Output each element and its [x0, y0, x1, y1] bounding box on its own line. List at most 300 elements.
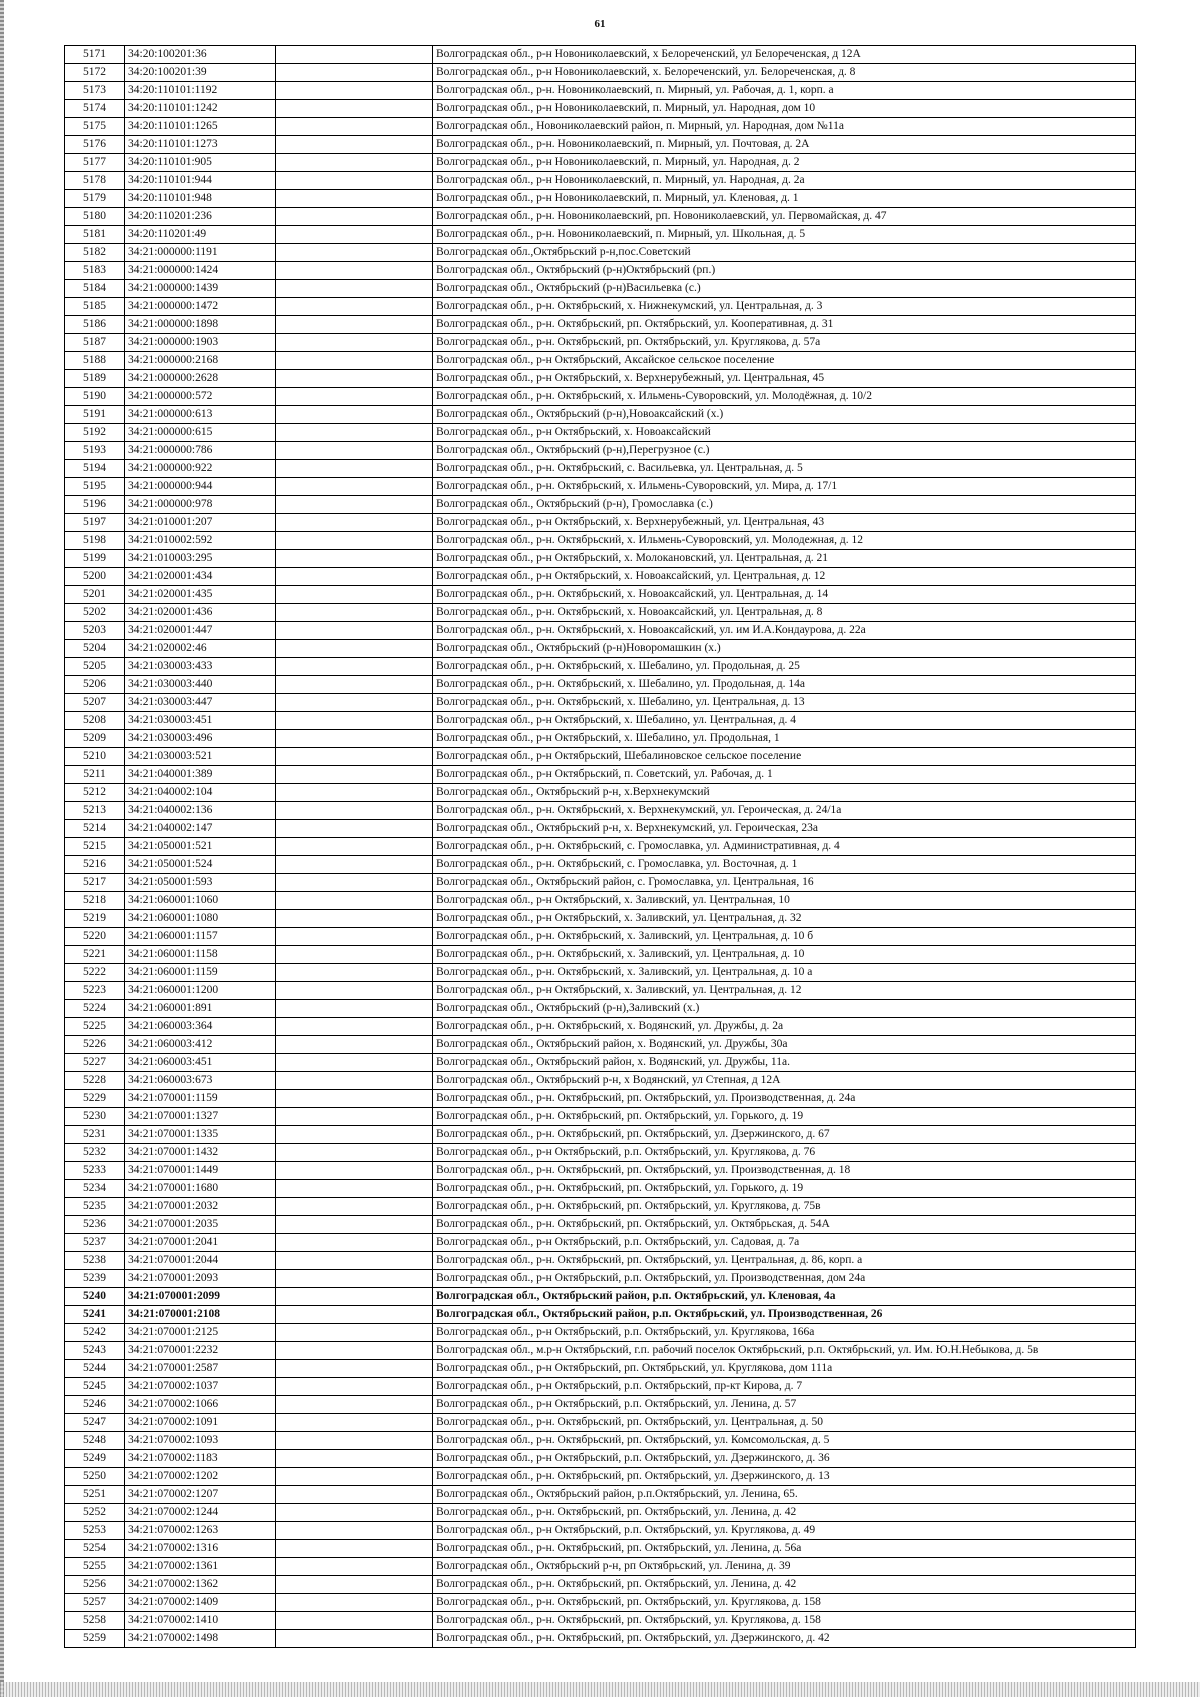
address-cell: Волгоградская обл., р-н. Октябрьский, х. Новоаксайский, ул. им И.А.Кондаурова, д. 22а	[433, 622, 1136, 640]
table-row	[65, 910, 1136, 928]
table-row	[65, 1108, 1136, 1126]
table-row	[65, 172, 1136, 190]
cadastral-number-cell: 34:21:000000:1191	[125, 244, 276, 262]
address-cell: Волгоградская обл., р-н. Октябрьский, х. Шебалино, ул. Продольная, д. 14а	[433, 676, 1136, 694]
cadastral-number-cell: 34:21:070001:1327	[125, 1108, 276, 1126]
address-cell: Волгоградская обл., р-н. Октябрьский, х. Новоаксайский, ул. Центральная, д. 8	[433, 604, 1136, 622]
cadastral-number-cell: 34:20:110101:944	[125, 172, 276, 190]
table-row	[65, 802, 1136, 820]
address-cell: Волгоградская обл., р-н Октябрьский, Шебалиновское сельское поселение	[433, 748, 1136, 766]
table-row	[65, 100, 1136, 118]
table-row	[65, 1342, 1136, 1360]
registry-body	[65, 46, 1136, 1648]
row-number-cell: 5227	[65, 1054, 125, 1072]
address-cell: Волгоградская обл., Октябрьский район, с. Громославка, ул. Центральная, 16	[433, 874, 1136, 892]
cadastral-number-cell: 34:21:050001:521	[125, 838, 276, 856]
table-row	[65, 892, 1136, 910]
address-cell: Волгоградская обл., р-н Октябрьский, р.п. Октябрьский, ул. Круглякова, 166а	[433, 1324, 1136, 1342]
address-cell: Волгоградская обл., р-н. Октябрьский, рп. Октябрьский, ул. Октябрьская, д. 54А	[433, 1216, 1136, 1234]
table-row	[65, 1324, 1136, 1342]
empty-cell	[276, 982, 433, 1000]
address-cell: Волгоградская обл., р-н Октябрьский, х. Заливский, ул. Центральная, д. 12	[433, 982, 1136, 1000]
table-row	[65, 154, 1136, 172]
empty-cell	[276, 1162, 433, 1180]
empty-cell	[276, 244, 433, 262]
table-row	[65, 1054, 1136, 1072]
cadastral-number-cell: 34:21:020001:436	[125, 604, 276, 622]
row-number-cell: 5248	[65, 1432, 125, 1450]
address-cell: Волгоградская обл., Новониколаевский район, п. Мирный, ул. Народная, дом №11а	[433, 118, 1136, 136]
row-number-cell: 5186	[65, 316, 125, 334]
empty-cell	[276, 352, 433, 370]
table-row	[65, 460, 1136, 478]
empty-cell	[276, 1486, 433, 1504]
empty-cell	[276, 496, 433, 514]
cadastral-number-cell: 34:21:060003:451	[125, 1054, 276, 1072]
empty-cell	[276, 1576, 433, 1594]
row-number-cell: 5185	[65, 298, 125, 316]
cadastral-number-cell: 34:21:050001:524	[125, 856, 276, 874]
cadastral-number-cell: 34:20:110101:1265	[125, 118, 276, 136]
empty-cell	[276, 694, 433, 712]
empty-cell	[276, 1054, 433, 1072]
address-cell: Волгоградская обл., Октябрьский (р-н),Новоаксайский (х.)	[433, 406, 1136, 424]
address-cell: Волгоградская обл., р-н Октябрьский, х. Новоаксайский	[433, 424, 1136, 442]
row-number-cell: 5213	[65, 802, 125, 820]
empty-cell	[276, 676, 433, 694]
address-cell: Волгоградская обл., Октябрьский (р-н), Громославка (с.)	[433, 496, 1136, 514]
row-number-cell: 5222	[65, 964, 125, 982]
address-cell: Волгоградская обл., р-н. Октябрьский, с. Громославка, ул. Административная, д. 4	[433, 838, 1136, 856]
registry-table	[64, 45, 1136, 1648]
address-cell: Волгоградская обл., р-н. Октябрьский, рп. Октябрьский, ул. Дзержинского, д. 67	[433, 1126, 1136, 1144]
empty-cell	[276, 1000, 433, 1018]
empty-cell	[276, 1072, 433, 1090]
empty-cell	[276, 1090, 433, 1108]
table-row	[65, 1504, 1136, 1522]
row-number-cell: 5202	[65, 604, 125, 622]
cadastral-number-cell: 34:21:060001:1200	[125, 982, 276, 1000]
address-cell: Волгоградская обл., р-н. Октябрьский, рп. Октябрьский, ул. Производственная, д. 18	[433, 1162, 1136, 1180]
row-number-cell: 5180	[65, 208, 125, 226]
address-cell: Волгоградская обл., Октябрьский район, х. Водянский, ул. Дружбы, 30а	[433, 1036, 1136, 1054]
table-row	[65, 1162, 1136, 1180]
row-number-cell: 5194	[65, 460, 125, 478]
address-cell: Волгоградская обл., р-н. Октябрьский, х. Верхнекумский, ул. Героическая, д. 24/1а	[433, 802, 1136, 820]
table-row	[65, 478, 1136, 496]
row-number-cell: 5228	[65, 1072, 125, 1090]
page-number: 61	[594, 18, 606, 30]
empty-cell	[276, 1270, 433, 1288]
empty-cell	[276, 1288, 433, 1306]
cadastral-number-cell: 34:20:110101:1242	[125, 100, 276, 118]
table-row	[65, 676, 1136, 694]
cadastral-number-cell: 34:21:030003:433	[125, 658, 276, 676]
row-number-cell: 5243	[65, 1342, 125, 1360]
cadastral-number-cell: 34:21:000000:2168	[125, 352, 276, 370]
cadastral-number-cell: 34:20:110201:49	[125, 226, 276, 244]
address-cell: Волгоградская обл., р-н Новониколаевский, х. Белореченский, ул. Белореченская, д. 8	[433, 64, 1136, 82]
empty-cell	[276, 1414, 433, 1432]
cadastral-number-cell: 34:21:040001:389	[125, 766, 276, 784]
cadastral-number-cell: 34:20:110101:1273	[125, 136, 276, 154]
row-number-cell: 5198	[65, 532, 125, 550]
cadastral-number-cell: 34:21:000000:1472	[125, 298, 276, 316]
row-number-cell: 5229	[65, 1090, 125, 1108]
cadastral-number-cell: 34:21:060003:364	[125, 1018, 276, 1036]
table-row	[65, 1468, 1136, 1486]
row-number-cell: 5205	[65, 658, 125, 676]
empty-cell	[276, 172, 433, 190]
cadastral-number-cell: 34:21:020001:447	[125, 622, 276, 640]
table-row	[65, 730, 1136, 748]
row-number-cell: 5223	[65, 982, 125, 1000]
empty-cell	[276, 1144, 433, 1162]
empty-cell	[276, 1360, 433, 1378]
cadastral-number-cell: 34:21:070001:2093	[125, 1270, 276, 1288]
empty-cell	[276, 784, 433, 802]
address-cell: Волгоградская обл., Октябрьский (р-н)Октябрьский (рп.)	[433, 262, 1136, 280]
table-row	[65, 1378, 1136, 1396]
table-row	[65, 1000, 1136, 1018]
empty-cell	[276, 280, 433, 298]
empty-cell	[276, 1540, 433, 1558]
row-number-cell: 5207	[65, 694, 125, 712]
empty-cell	[276, 118, 433, 136]
row-number-cell: 5233	[65, 1162, 125, 1180]
address-cell: Волгоградская обл.,Октябрьский р-н,пос.Советский	[433, 244, 1136, 262]
empty-cell	[276, 1036, 433, 1054]
empty-cell	[276, 190, 433, 208]
table-row	[65, 604, 1136, 622]
empty-cell	[276, 1522, 433, 1540]
address-cell: Волгоградская обл., р-н. Октябрьский, х. Ильмень-Суворовский, ул. Молодежная, д. 12	[433, 532, 1136, 550]
empty-cell	[276, 550, 433, 568]
table-row	[65, 766, 1136, 784]
row-number-cell: 5240	[65, 1288, 125, 1306]
address-cell: Волгоградская обл., р-н Октябрьский, х. Верхнерубежный, ул. Центральная, 45	[433, 370, 1136, 388]
row-number-cell: 5252	[65, 1504, 125, 1522]
cadastral-number-cell: 34:21:020001:434	[125, 568, 276, 586]
cadastral-number-cell: 34:21:040002:104	[125, 784, 276, 802]
address-cell: Волгоградская обл., р-н. Октябрьский, рп. Октябрьский, ул. Круглякова, д. 57а	[433, 334, 1136, 352]
row-number-cell: 5226	[65, 1036, 125, 1054]
row-number-cell: 5192	[65, 424, 125, 442]
row-number-cell: 5187	[65, 334, 125, 352]
address-cell: Волгоградская обл., р-н Октябрьский, р.п. Октябрьский, ул. Дзержинского, д. 36	[433, 1450, 1136, 1468]
row-number-cell: 5195	[65, 478, 125, 496]
empty-cell	[276, 1126, 433, 1144]
row-number-cell: 5181	[65, 226, 125, 244]
row-number-cell: 5184	[65, 280, 125, 298]
cadastral-number-cell: 34:21:070001:2587	[125, 1360, 276, 1378]
cadastral-number-cell: 34:21:070002:1263	[125, 1522, 276, 1540]
empty-cell	[276, 460, 433, 478]
address-cell: Волгоградская обл., р-н Новониколаевский, п. Мирный, ул. Народная, д. 2а	[433, 172, 1136, 190]
row-number-cell: 5241	[65, 1306, 125, 1324]
empty-cell	[276, 1108, 433, 1126]
address-cell: Волгоградская обл., Октябрьский р-н, рп Октябрьский, ул. Ленина, д. 39	[433, 1558, 1136, 1576]
address-cell: Волгоградская обл., р-н Октябрьский, р.п. Октябрьский, ул. Ленина, д. 57	[433, 1396, 1136, 1414]
cadastral-number-cell: 34:21:000000:615	[125, 424, 276, 442]
row-number-cell: 5175	[65, 118, 125, 136]
table-row	[65, 658, 1136, 676]
address-cell: Волгоградская обл., р-н Октябрьский, х. Заливский, ул. Центральная, д. 32	[433, 910, 1136, 928]
table-row	[65, 118, 1136, 136]
table-row	[65, 1414, 1136, 1432]
empty-cell	[276, 820, 433, 838]
row-number-cell: 5188	[65, 352, 125, 370]
table-row	[65, 280, 1136, 298]
table-row	[65, 694, 1136, 712]
row-number-cell: 5211	[65, 766, 125, 784]
address-cell: Волгоградская обл., р-н Октябрьский, р.п. Октябрьский, пр-кт Кирова, д. 7	[433, 1378, 1136, 1396]
row-number-cell: 5258	[65, 1612, 125, 1630]
table-row	[65, 64, 1136, 82]
row-number-cell: 5216	[65, 856, 125, 874]
row-number-cell: 5212	[65, 784, 125, 802]
table-row	[65, 406, 1136, 424]
empty-cell	[276, 1216, 433, 1234]
cadastral-number-cell: 34:21:070001:2035	[125, 1216, 276, 1234]
cadastral-number-cell: 34:21:040002:136	[125, 802, 276, 820]
cadastral-number-cell: 34:20:100201:39	[125, 64, 276, 82]
row-number-cell: 5199	[65, 550, 125, 568]
row-number-cell: 5203	[65, 622, 125, 640]
table-row	[65, 1360, 1136, 1378]
cadastral-number-cell: 34:21:070001:2032	[125, 1198, 276, 1216]
address-cell: Волгоградская обл., Октябрьский (р-н),Заливский (х.)	[433, 1000, 1136, 1018]
address-cell: Волгоградская обл., р-н. Октябрьский, рп. Октябрьский, ул. Круглякова, д. 75в	[433, 1198, 1136, 1216]
empty-cell	[276, 874, 433, 892]
empty-cell	[276, 442, 433, 460]
table-row	[65, 1288, 1136, 1306]
row-number-cell: 5242	[65, 1324, 125, 1342]
row-number-cell: 5232	[65, 1144, 125, 1162]
table-row	[65, 1090, 1136, 1108]
row-number-cell: 5204	[65, 640, 125, 658]
row-number-cell: 5237	[65, 1234, 125, 1252]
row-number-cell: 5218	[65, 892, 125, 910]
empty-cell	[276, 1396, 433, 1414]
address-cell: Волгоградская обл., р-н. Октябрьский, х. Нижнекумский, ул. Центральная, д. 3	[433, 298, 1136, 316]
cadastral-number-cell: 34:21:070001:1449	[125, 1162, 276, 1180]
row-number-cell: 5200	[65, 568, 125, 586]
empty-cell	[276, 154, 433, 172]
empty-cell	[276, 856, 433, 874]
row-number-cell: 5172	[65, 64, 125, 82]
address-cell: Волгоградская обл., р-н. Новониколаевский, п. Мирный, ул. Школьная, д. 5	[433, 226, 1136, 244]
cadastral-number-cell: 34:20:110201:236	[125, 208, 276, 226]
address-cell: Волгоградская обл., р-н Новониколаевский, п. Мирный, ул. Народная, дом 10	[433, 100, 1136, 118]
cadastral-number-cell: 34:21:060001:1157	[125, 928, 276, 946]
row-number-cell: 5201	[65, 586, 125, 604]
row-number-cell: 5171	[65, 46, 125, 64]
table-row	[65, 568, 1136, 586]
table-row	[65, 82, 1136, 100]
table-row	[65, 1180, 1136, 1198]
address-cell: Волгоградская обл., Октябрьский р-н, х.Верхнекумский	[433, 784, 1136, 802]
address-cell: Волгоградская обл., р-н Октябрьский, рп. Октябрьский, ул. Круглякова, дом 111а	[433, 1360, 1136, 1378]
row-number-cell: 5173	[65, 82, 125, 100]
row-number-cell: 5253	[65, 1522, 125, 1540]
row-number-cell: 5220	[65, 928, 125, 946]
row-number-cell: 5179	[65, 190, 125, 208]
cadastral-number-cell: 34:21:000000:2628	[125, 370, 276, 388]
cadastral-number-cell: 34:21:070001:2125	[125, 1324, 276, 1342]
empty-cell	[276, 1306, 433, 1324]
table-row	[65, 1396, 1136, 1414]
address-cell: Волгоградская обл., р-н Октябрьский, х. Шебалино, ул. Продольная, 1	[433, 730, 1136, 748]
empty-cell	[276, 802, 433, 820]
empty-cell	[276, 568, 433, 586]
empty-cell	[276, 316, 433, 334]
cadastral-number-cell: 34:21:070001:1159	[125, 1090, 276, 1108]
table-row	[65, 1036, 1136, 1054]
cadastral-number-cell: 34:21:000000:978	[125, 496, 276, 514]
row-number-cell: 5210	[65, 748, 125, 766]
empty-cell	[276, 946, 433, 964]
row-number-cell: 5182	[65, 244, 125, 262]
empty-cell	[276, 1342, 433, 1360]
address-cell: Волгоградская обл., р-н Октябрьский, р.п. Октябрьский, ул. Круглякова, д. 76	[433, 1144, 1136, 1162]
row-number-cell: 5251	[65, 1486, 125, 1504]
address-cell: Волгоградская обл., Октябрьский район, р.п. Октябрьский, ул. Производственная, 26	[433, 1306, 1136, 1324]
cadastral-number-cell: 34:20:110101:1192	[125, 82, 276, 100]
empty-cell	[276, 640, 433, 658]
cadastral-number-cell: 34:20:100201:36	[125, 46, 276, 64]
empty-cell	[276, 136, 433, 154]
table-row	[65, 964, 1136, 982]
empty-cell	[276, 838, 433, 856]
cadastral-number-cell: 34:21:070001:1680	[125, 1180, 276, 1198]
row-number-cell: 5245	[65, 1378, 125, 1396]
row-number-cell: 5238	[65, 1252, 125, 1270]
table-row	[65, 208, 1136, 226]
table-row	[65, 262, 1136, 280]
table-row	[65, 496, 1136, 514]
empty-cell	[276, 64, 433, 82]
row-number-cell: 5208	[65, 712, 125, 730]
table-row	[65, 442, 1136, 460]
cadastral-number-cell: 34:21:070002:1362	[125, 1576, 276, 1594]
empty-cell	[276, 1558, 433, 1576]
row-number-cell: 5215	[65, 838, 125, 856]
address-cell: Волгоградская обл., р-н. Октябрьский, рп. Октябрьский, ул. Ленина, д. 42	[433, 1576, 1136, 1594]
cadastral-number-cell: 34:21:070002:1183	[125, 1450, 276, 1468]
cadastral-number-cell: 34:21:000000:1439	[125, 280, 276, 298]
empty-cell	[276, 712, 433, 730]
empty-cell	[276, 1252, 433, 1270]
address-cell: Волгоградская обл., р-н. Октябрьский, рп. Октябрьский, ул. Круглякова, д. 158	[433, 1612, 1136, 1630]
table-row	[65, 1198, 1136, 1216]
table-row	[65, 586, 1136, 604]
address-cell: Волгоградская обл., Октябрьский район, х. Водянский, ул. Дружбы, 11а.	[433, 1054, 1136, 1072]
table-row	[65, 1594, 1136, 1612]
cadastral-number-cell: 34:21:070002:1202	[125, 1468, 276, 1486]
empty-cell	[276, 388, 433, 406]
address-cell: Волгоградская обл., р-н. Октябрьский, х. Шебалино, ул. Центральная, д. 13	[433, 694, 1136, 712]
cadastral-number-cell: 34:21:010002:592	[125, 532, 276, 550]
address-cell: Волгоградская обл., р-н. Новониколаевский, рп. Новониколаевский, ул. Первомайская, д. 47	[433, 208, 1136, 226]
cadastral-number-cell: 34:21:070002:1244	[125, 1504, 276, 1522]
cadastral-number-cell: 34:21:010001:207	[125, 514, 276, 532]
empty-cell	[276, 1378, 433, 1396]
table-row	[65, 712, 1136, 730]
table-row	[65, 1432, 1136, 1450]
row-number-cell: 5174	[65, 100, 125, 118]
row-number-cell: 5235	[65, 1198, 125, 1216]
cadastral-number-cell: 34:21:070002:1316	[125, 1540, 276, 1558]
row-number-cell: 5256	[65, 1576, 125, 1594]
empty-cell	[276, 262, 433, 280]
cadastral-number-cell: 34:21:060001:1159	[125, 964, 276, 982]
cadastral-number-cell: 34:21:000000:572	[125, 388, 276, 406]
cadastral-number-cell: 34:21:030003:521	[125, 748, 276, 766]
address-cell: Волгоградская обл., р-н. Октябрьский, с. Громославка, ул. Восточная, д. 1	[433, 856, 1136, 874]
row-number-cell: 5176	[65, 136, 125, 154]
empty-cell	[276, 748, 433, 766]
empty-cell	[276, 82, 433, 100]
cadastral-number-cell: 34:21:000000:922	[125, 460, 276, 478]
address-cell: Волгоградская обл., р-н. Октябрьский, х. Ильмень-Суворовский, ул. Мира, д. 17/1	[433, 478, 1136, 496]
table-row	[65, 1540, 1136, 1558]
row-number-cell: 5189	[65, 370, 125, 388]
address-cell: Волгоградская обл., р-н. Октябрьский, рп. Октябрьский, ул. Горького, д. 19	[433, 1180, 1136, 1198]
address-cell: Волгоградская обл., р-н. Октябрьский, х. Заливский, ул. Центральная, д. 10 а	[433, 964, 1136, 982]
address-cell: Волгоградская обл., р-н Октябрьский, х. Новоаксайский, ул. Центральная, д. 12	[433, 568, 1136, 586]
address-cell: Волгоградская обл., м.р-н Октябрьский, г.п. рабочий поселок Октябрьский, р.п. Октябрьский, ул. Им. Ю.Н.Небыкова, д. 5в	[433, 1342, 1136, 1360]
table-row	[65, 244, 1136, 262]
row-number-cell: 5206	[65, 676, 125, 694]
table-row	[65, 820, 1136, 838]
table-row	[65, 1612, 1136, 1630]
table-row	[65, 1450, 1136, 1468]
table-row	[65, 370, 1136, 388]
address-cell: Волгоградская обл., р-н. Октябрьский, х. Новоаксайский, ул. Центральная, д. 14	[433, 586, 1136, 604]
empty-cell	[276, 910, 433, 928]
row-number-cell: 5219	[65, 910, 125, 928]
table-row	[65, 46, 1136, 64]
cadastral-number-cell: 34:21:020002:46	[125, 640, 276, 658]
row-number-cell: 5183	[65, 262, 125, 280]
row-number-cell: 5250	[65, 1468, 125, 1486]
cadastral-number-cell: 34:20:110101:905	[125, 154, 276, 172]
empty-cell	[276, 1324, 433, 1342]
address-cell: Волгоградская обл., р-н. Новониколаевский, п. Мирный, ул. Рабочая, д. 1, корп. а	[433, 82, 1136, 100]
row-number-cell: 5177	[65, 154, 125, 172]
address-cell: Волгоградская обл., р-н Октябрьский, х. Верхнерубежный, ул. Центральная, 43	[433, 514, 1136, 532]
table-row	[65, 334, 1136, 352]
row-number-cell: 5197	[65, 514, 125, 532]
cadastral-number-cell: 34:21:060001:1060	[125, 892, 276, 910]
address-cell: Волгоградская обл., р-н Октябрьский, р.п. Октябрьский, ул. Круглякова, д. 49	[433, 1522, 1136, 1540]
empty-cell	[276, 370, 433, 388]
empty-cell	[276, 1180, 433, 1198]
address-cell: Волгоградская обл., Октябрьский район, р.п.Октябрьский, ул. Ленина, 65.	[433, 1486, 1136, 1504]
empty-cell	[276, 658, 433, 676]
row-number-cell: 5249	[65, 1450, 125, 1468]
cadastral-number-cell: 34:21:000000:1424	[125, 262, 276, 280]
row-number-cell: 5247	[65, 1414, 125, 1432]
cadastral-number-cell: 34:21:000000:1903	[125, 334, 276, 352]
cadastral-number-cell: 34:21:000000:613	[125, 406, 276, 424]
row-number-cell: 5224	[65, 1000, 125, 1018]
cadastral-number-cell: 34:21:060003:412	[125, 1036, 276, 1054]
address-cell: Волгоградская обл., Октябрьский (р-н),Перегрузное (с.)	[433, 442, 1136, 460]
cadastral-number-cell: 34:21:070001:1432	[125, 1144, 276, 1162]
address-cell: Волгоградская обл., р-н. Октябрьский, с. Васильевка, ул. Центральная, д. 5	[433, 460, 1136, 478]
